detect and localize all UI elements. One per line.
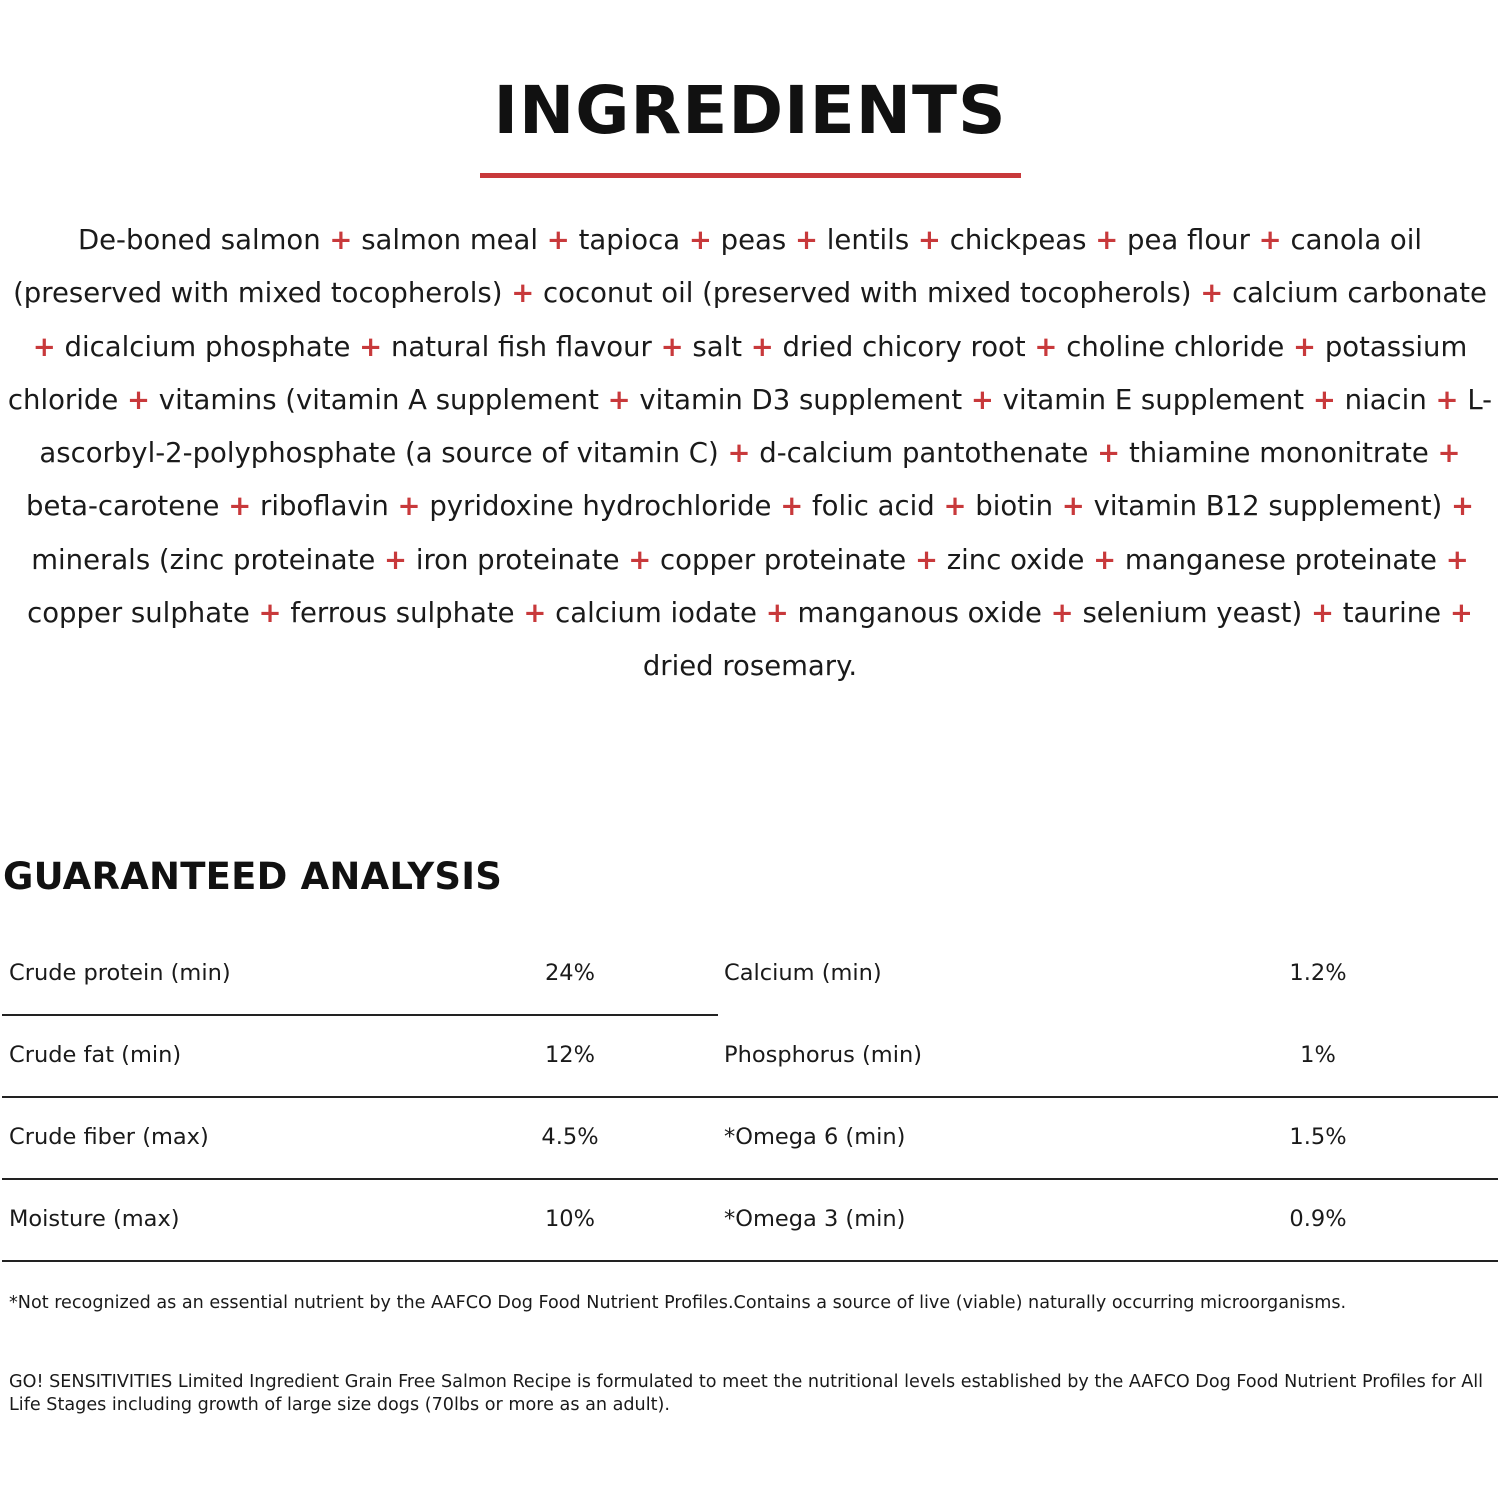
plus-separator: + <box>750 330 774 363</box>
plus-separator: + <box>1258 224 1282 256</box>
ingredient-item: L-ascorbyl-2-polyphosphate (a source of vitamin C) <box>39 383 1493 470</box>
plus-separator: + <box>397 490 421 523</box>
nutrient-value: 1.2% <box>1289 960 1347 986</box>
ingredient-item: tapioca <box>578 224 681 256</box>
ingredient-item: d-calcium pantothenate <box>759 437 1089 470</box>
ingredient-item: calcium iodate <box>555 597 757 630</box>
ingredients-title: INGREDIENTS <box>493 72 1007 149</box>
table-row <box>2 1098 1498 1180</box>
plus-separator: + <box>546 224 570 256</box>
nutrient-value: 12% <box>544 1042 595 1068</box>
ingredient-item: thiamine mononitrate <box>1128 437 1429 470</box>
plus-separator: + <box>1050 597 1074 630</box>
nutrient-label: Crude fat (min) <box>9 1042 182 1068</box>
plus-separator: + <box>1034 330 1058 363</box>
plus-separator: + <box>917 224 941 256</box>
table-row <box>2 1180 1498 1262</box>
nutrient-label: *Omega 3 (min) <box>724 1206 906 1232</box>
ingredient-item: vitamin D3 supplement <box>639 383 963 416</box>
plus-separator: + <box>228 490 252 523</box>
plus-separator: + <box>1312 383 1336 416</box>
ingredient-item: canola oil (preserved with mixed tocopherols) <box>13 224 1423 310</box>
nutrient-value: 1.5% <box>1289 1124 1347 1150</box>
ingredient-item: niacin <box>1344 383 1427 416</box>
plus-separator: + <box>329 224 353 256</box>
plus-separator: + <box>511 277 535 310</box>
ingredient-item: dried chicory root <box>782 330 1026 363</box>
ingredient-item: De-boned salmon <box>77 224 321 256</box>
nutrient-value: 24% <box>544 960 595 986</box>
plus-separator: + <box>1445 543 1469 576</box>
ingredient-item: folic acid <box>812 490 935 523</box>
plus-separator: + <box>1095 224 1119 256</box>
ingredient-item: riboflavin <box>260 490 389 523</box>
ingredient-item: ferrous sulphate <box>290 597 515 630</box>
plus-separator: + <box>1450 490 1475 523</box>
nutrient-label: Crude fiber (max) <box>9 1124 209 1150</box>
nutrient-label: Phosphorus (min) <box>724 1042 922 1068</box>
plus-separator: + <box>607 383 631 416</box>
ingredient-item: calcium carbonate <box>1232 277 1487 310</box>
nutrient-label: Calcium (min) <box>724 960 882 986</box>
ingredient-item: salt <box>692 330 742 363</box>
plus-separator: + <box>727 437 751 470</box>
ingredient-item: iron proteinate <box>415 543 620 576</box>
ingredient-item: lentils <box>826 224 910 256</box>
title-underline <box>480 173 1021 178</box>
plus-separator: + <box>943 490 967 523</box>
nutrient-value: 10% <box>544 1206 595 1232</box>
plus-separator: + <box>1449 597 1473 630</box>
ingredient-item: biotin <box>975 490 1054 523</box>
plus-separator: + <box>1293 330 1317 363</box>
plus-separator: + <box>914 543 938 576</box>
plus-separator: + <box>1200 277 1224 310</box>
ingredient-item: manganese proteinate <box>1124 543 1437 576</box>
ingredient-item: taurine <box>1342 597 1442 630</box>
ingredient-item: zinc oxide <box>946 543 1085 576</box>
ingredient-item: vitamins (vitamin A supplement <box>158 383 599 416</box>
plus-separator: + <box>32 330 56 363</box>
plus-separator: + <box>1310 597 1334 630</box>
ingredient-item: coconut oil (preserved with mixed tocopherols) <box>543 277 1192 310</box>
ingredient-item: potassium chloride <box>7 330 1468 416</box>
plus-separator: + <box>258 597 282 630</box>
plus-separator: + <box>1435 383 1459 416</box>
ingredient-item: copper proteinate <box>660 543 907 576</box>
plus-separator: + <box>127 383 151 416</box>
ingredient-item: dicalcium phosphate <box>64 330 351 363</box>
ingredient-item: dried rosemary. <box>642 650 858 683</box>
ingredient-item: manganous oxide <box>797 597 1042 630</box>
footnote-aafco: *Not recognized as an essential nutrient by the AAFCO Dog Food Nutrient Profiles.Contains a source of live (viable) naturally occurring microorganisms. <box>9 1293 1347 1313</box>
ingredient-item: vitamin E supplement <box>1002 383 1305 416</box>
plus-separator: + <box>1061 490 1085 523</box>
ingredient-item: selenium yeast) <box>1082 597 1303 630</box>
plus-separator: + <box>970 383 994 416</box>
nutrient-label: *Omega 6 (min) <box>724 1124 906 1150</box>
ingredient-item: pyridoxine hydrochloride <box>429 490 772 523</box>
ingredient-item: natural fish flavour <box>390 330 652 363</box>
plus-separator: + <box>1437 437 1461 470</box>
nutrient-value: 1% <box>1300 1042 1336 1068</box>
ingredient-item: copper sulphate <box>27 597 250 630</box>
plus-separator: + <box>359 330 383 363</box>
table-row <box>2 1016 1498 1098</box>
ingredient-item: vitamin B12 supplement) <box>1093 490 1443 523</box>
ingredient-item: minerals (zinc proteinate <box>31 543 376 576</box>
formulation-statement: GO! SENSITIVITIES Limited Ingredient Grain Free Salmon Recipe is formulated to meet the nutritional levels established by the AAFCO Dog Food Nutrient Profiles for All Life Stages including growth of large size dogs (70lbs or more as an adult). <box>9 1372 1484 1415</box>
plus-separator: + <box>523 597 547 630</box>
plus-separator: + <box>1093 543 1117 576</box>
table-row <box>2 934 1498 1016</box>
plus-separator: + <box>660 330 684 363</box>
ingredient-item: beta-carotene <box>25 490 220 523</box>
plus-separator: + <box>688 224 712 256</box>
row-divider <box>2 1260 1498 1262</box>
plus-separator: + <box>780 490 804 523</box>
ingredients-list <box>4 214 1496 694</box>
plus-separator: + <box>628 543 652 576</box>
ingredient-item: choline chloride <box>1066 330 1285 363</box>
guaranteed-analysis-table <box>2 934 1498 1262</box>
ingredient-item: chickpeas <box>949 224 1087 256</box>
nutrient-value: 4.5% <box>541 1124 599 1150</box>
nutrient-label: Moisture (max) <box>9 1206 180 1232</box>
ingredient-item: peas <box>720 224 787 256</box>
plus-separator: + <box>1097 437 1121 470</box>
plus-separator: + <box>384 543 408 576</box>
guaranteed-analysis-title: GUARANTEED ANALYSIS <box>3 855 503 898</box>
plus-separator: + <box>794 224 819 256</box>
ingredient-item: salmon meal <box>361 224 539 256</box>
plus-separator: + <box>765 597 789 630</box>
nutrient-value: 0.9% <box>1289 1206 1347 1232</box>
ingredient-item: pea flour <box>1127 224 1250 256</box>
nutrient-label: Crude protein (min) <box>9 960 231 986</box>
